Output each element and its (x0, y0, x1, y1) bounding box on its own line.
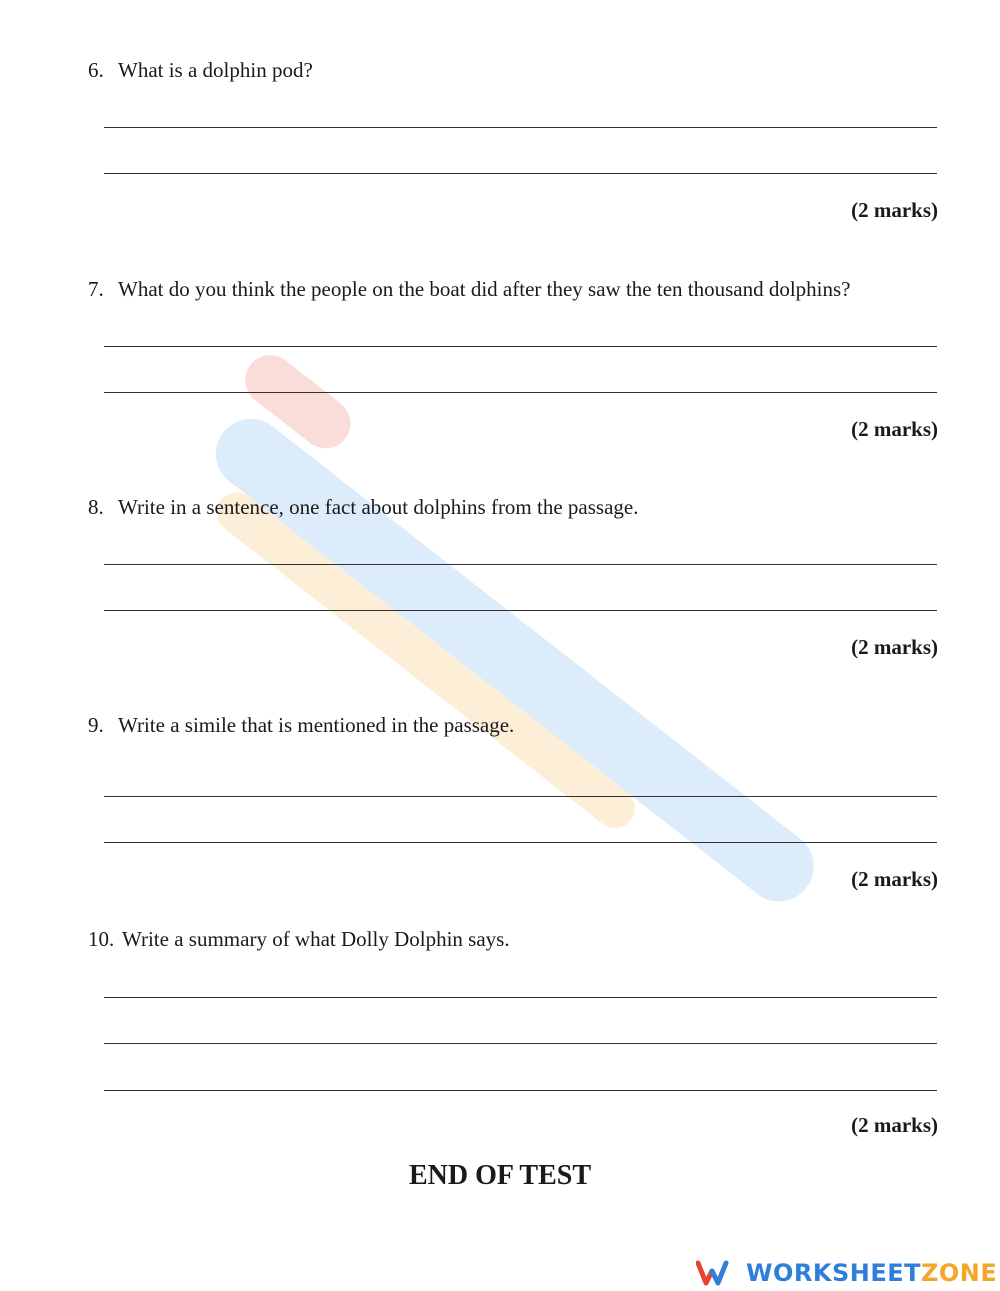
answer-line[interactable] (104, 610, 937, 611)
question-number: 10. (88, 927, 115, 951)
question-number: 8. (88, 495, 104, 519)
question-number: 9. (88, 713, 104, 737)
question-7 (88, 277, 851, 302)
question-text: Write a summary of what Dolly Dolphin says. (122, 927, 510, 951)
watermark-logo (130, 300, 890, 1000)
logo-word-main: WORKSHEET (746, 1259, 921, 1287)
answer-line[interactable] (104, 392, 937, 393)
answer-line[interactable] (104, 346, 937, 347)
question-text: Write in a sentence, one fact about dolphins from the passage. (118, 495, 639, 519)
worksheetzone-w-logo-icon (696, 1259, 736, 1287)
answer-line[interactable] (104, 173, 937, 174)
question-text: What is a dolphin pod? (118, 58, 313, 82)
question-text: Write a simile that is mentioned in the passage. (118, 713, 515, 737)
question-text: What do you think the people on the boat did after they saw the ten thousand dolphins? (118, 277, 851, 301)
marks-label: (2 marks) (851, 635, 938, 659)
answer-line[interactable] (104, 564, 937, 565)
logo-wordmark (746, 1259, 997, 1287)
answer-line[interactable] (104, 842, 937, 843)
question-number: 7. (88, 277, 104, 301)
worksheetzone-logo[interactable] (696, 1256, 997, 1290)
question-10 (88, 927, 510, 952)
marks-label: (2 marks) (851, 417, 938, 441)
marks-label: (2 marks) (851, 867, 938, 891)
answer-line[interactable] (104, 796, 937, 797)
answer-line[interactable] (104, 127, 937, 128)
answer-line[interactable] (104, 997, 937, 998)
question-number: 6. (88, 58, 104, 82)
answer-line[interactable] (104, 1043, 937, 1044)
question-6 (88, 58, 313, 83)
question-8 (88, 495, 638, 520)
question-9 (88, 713, 514, 738)
logo-word-accent: ZONE (920, 1259, 998, 1287)
marks-label: (2 marks) (851, 1113, 938, 1137)
end-of-test-heading: END OF TEST (408, 1160, 592, 1191)
marks-label: (2 marks) (851, 198, 938, 222)
answer-line[interactable] (104, 1090, 937, 1091)
